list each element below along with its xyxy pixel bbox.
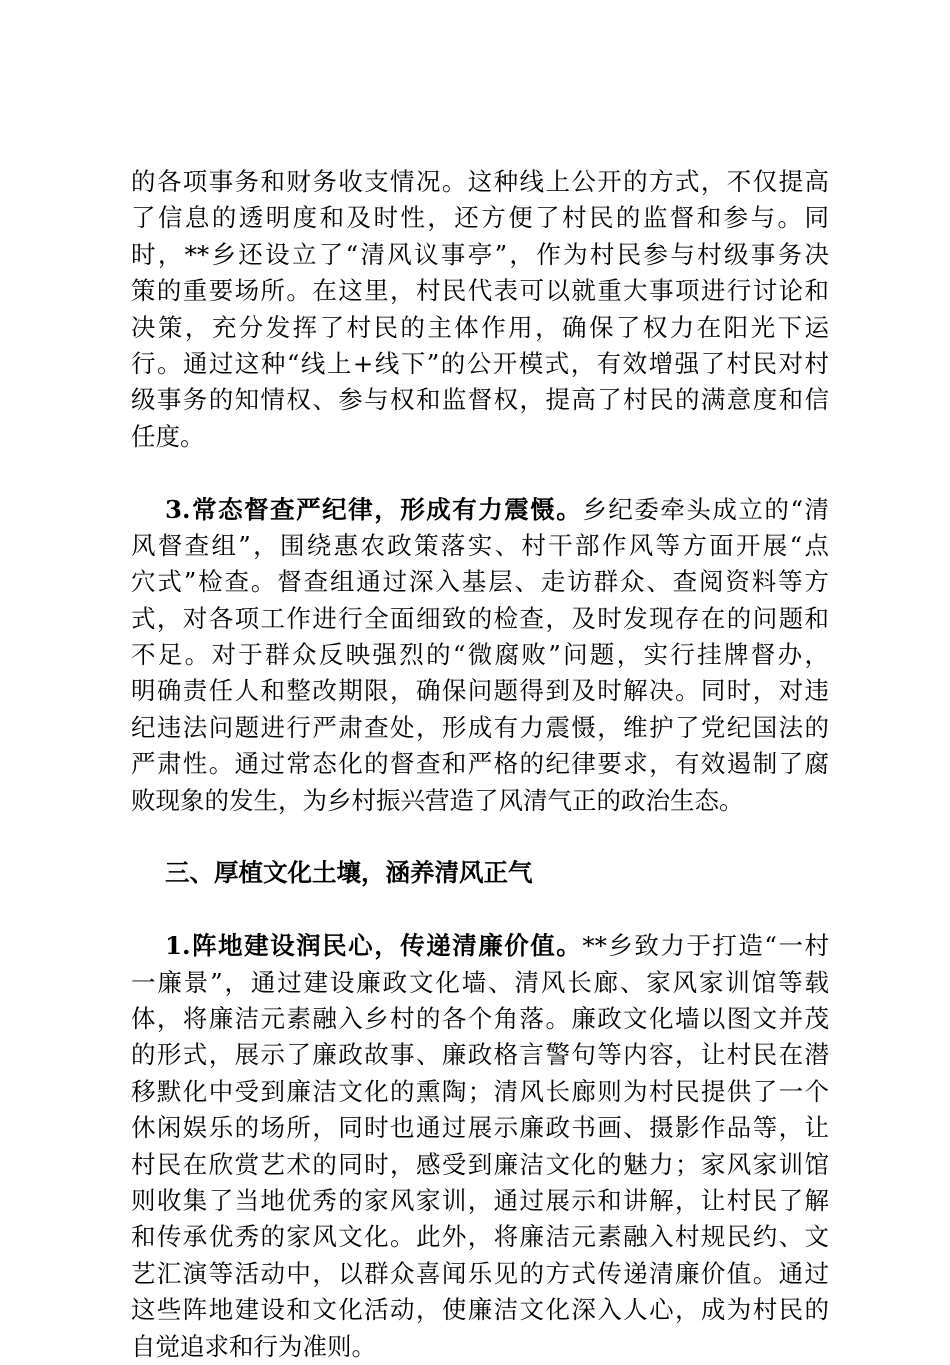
paragraph-line: 艺汇演等活动中，以群众喜闻乐见的方式传递清廉价值。通过 — [131, 1258, 829, 1288]
paragraph-line: 一廉景”，通过建设廉政文化墙、清风长廊、家风家训馆等载 — [131, 967, 829, 997]
paragraph-line: 的各项事务和财务收支情况。这种线上公开的方式，不仅提高 — [131, 167, 829, 196]
paragraph-line: 纪违法问题进行严肃查处，形成有力震慑，维护了党纪国法的 — [131, 712, 829, 742]
paragraph-line: 这些阵地建设和文化活动，使廉洁文化深入人心，成为村民的 — [131, 1295, 829, 1325]
paragraph-line: 决策，充分发挥了村民的主体作用，确保了权力在阳光下运 — [131, 312, 829, 342]
paragraph-line: 移默化中受到廉洁文化的熏陶；清风长廊则为村民提供了一个 — [131, 1076, 829, 1106]
paragraph-line: 风督查组”，围绕惠农政策落实、村干部作风等方面开展“点 — [131, 530, 829, 560]
paragraph-3 — [131, 928, 829, 1365]
paragraph-line: 级事务的知情权、参与权和监督权，提高了村民的满意度和信 — [131, 385, 829, 415]
paragraph-line: 和传承优秀的家风文化。此外，将廉洁元素融入村规民约、文 — [131, 1222, 829, 1252]
paragraph-line: 任度。 — [131, 421, 205, 451]
paragraph-line: 策的重要场所。在这里，村民代表可以就重大事项进行讨论和 — [131, 276, 829, 306]
paragraph-text: 乡纪委牵头成立的“清 — [582, 494, 829, 524]
section-heading — [131, 855, 829, 891]
paragraph-first-line — [131, 492, 829, 528]
paragraph-line: 严肃性。通过常态化的督查和严格的纪律要求，有效遏制了腐 — [131, 749, 829, 779]
paragraph-line: 时，**乡还设立了“清风议事亭”，作为村民参与村级事务决 — [131, 239, 829, 269]
paragraph-line: 的形式，展示了廉政故事、廉政格言警句等内容，让村民在潜 — [131, 1040, 829, 1070]
paragraph-1 — [131, 164, 829, 455]
paragraph-2 — [131, 492, 829, 820]
paragraph-line: 不足。对于群众反映强烈的“微腐败”问题，实行挂牌督办， — [131, 640, 829, 670]
paragraph-line: 了信息的透明度和及时性，还方便了村民的监督和参与。同 — [131, 203, 829, 233]
paragraph-line: 体，将廉洁元素融入乡村的各个角落。廉政文化墙以图文并茂 — [131, 1003, 829, 1033]
paragraph-line: 行。通过这种“线上+线下”的公开模式，有效增强了村民对村 — [131, 348, 829, 378]
paragraph-spacer — [131, 819, 829, 855]
subheading-3: 3.常态督查严纪律，形成有力震慑。 — [165, 494, 583, 524]
paragraph-line: 自觉追求和行为准则。 — [131, 1331, 376, 1361]
subheading-1: 1.阵地建设润民心，传递清廉价值。 — [165, 931, 583, 961]
paragraph-line: 村民在欣赏艺术的同时，感受到廉洁文化的魅力；家风家训馆 — [131, 1149, 829, 1179]
document-body — [131, 164, 829, 1365]
paragraph-line: 败现象的发生，为乡村振兴营造了风清气正的政治生态。 — [131, 785, 744, 815]
paragraph-line: 穴式”检查。督查组通过深入基层、走访群众、查阅资料等方 — [131, 567, 829, 597]
paragraph-spacer — [131, 455, 829, 491]
paragraph-spacer — [131, 892, 829, 928]
paragraph-line: 休闲娱乐的场所，同时也通过展示廉政书画、摄影作品等，让 — [131, 1113, 829, 1143]
paragraph-line: 则收集了当地优秀的家风家训，通过展示和讲解，让村民了解 — [131, 1185, 829, 1215]
paragraph-first-line — [131, 928, 829, 964]
paragraph-line: 式，对各项工作进行全面细致的检查，及时发现存在的问题和 — [131, 603, 829, 633]
paragraph-line: 明确责任人和整改期限，确保问题得到及时解决。同时，对违 — [131, 676, 829, 706]
section-heading-text: 三、厚植文化土壤，涵养清风正气 — [165, 858, 533, 888]
paragraph-text: **乡致力于打造“一村 — [582, 931, 829, 961]
